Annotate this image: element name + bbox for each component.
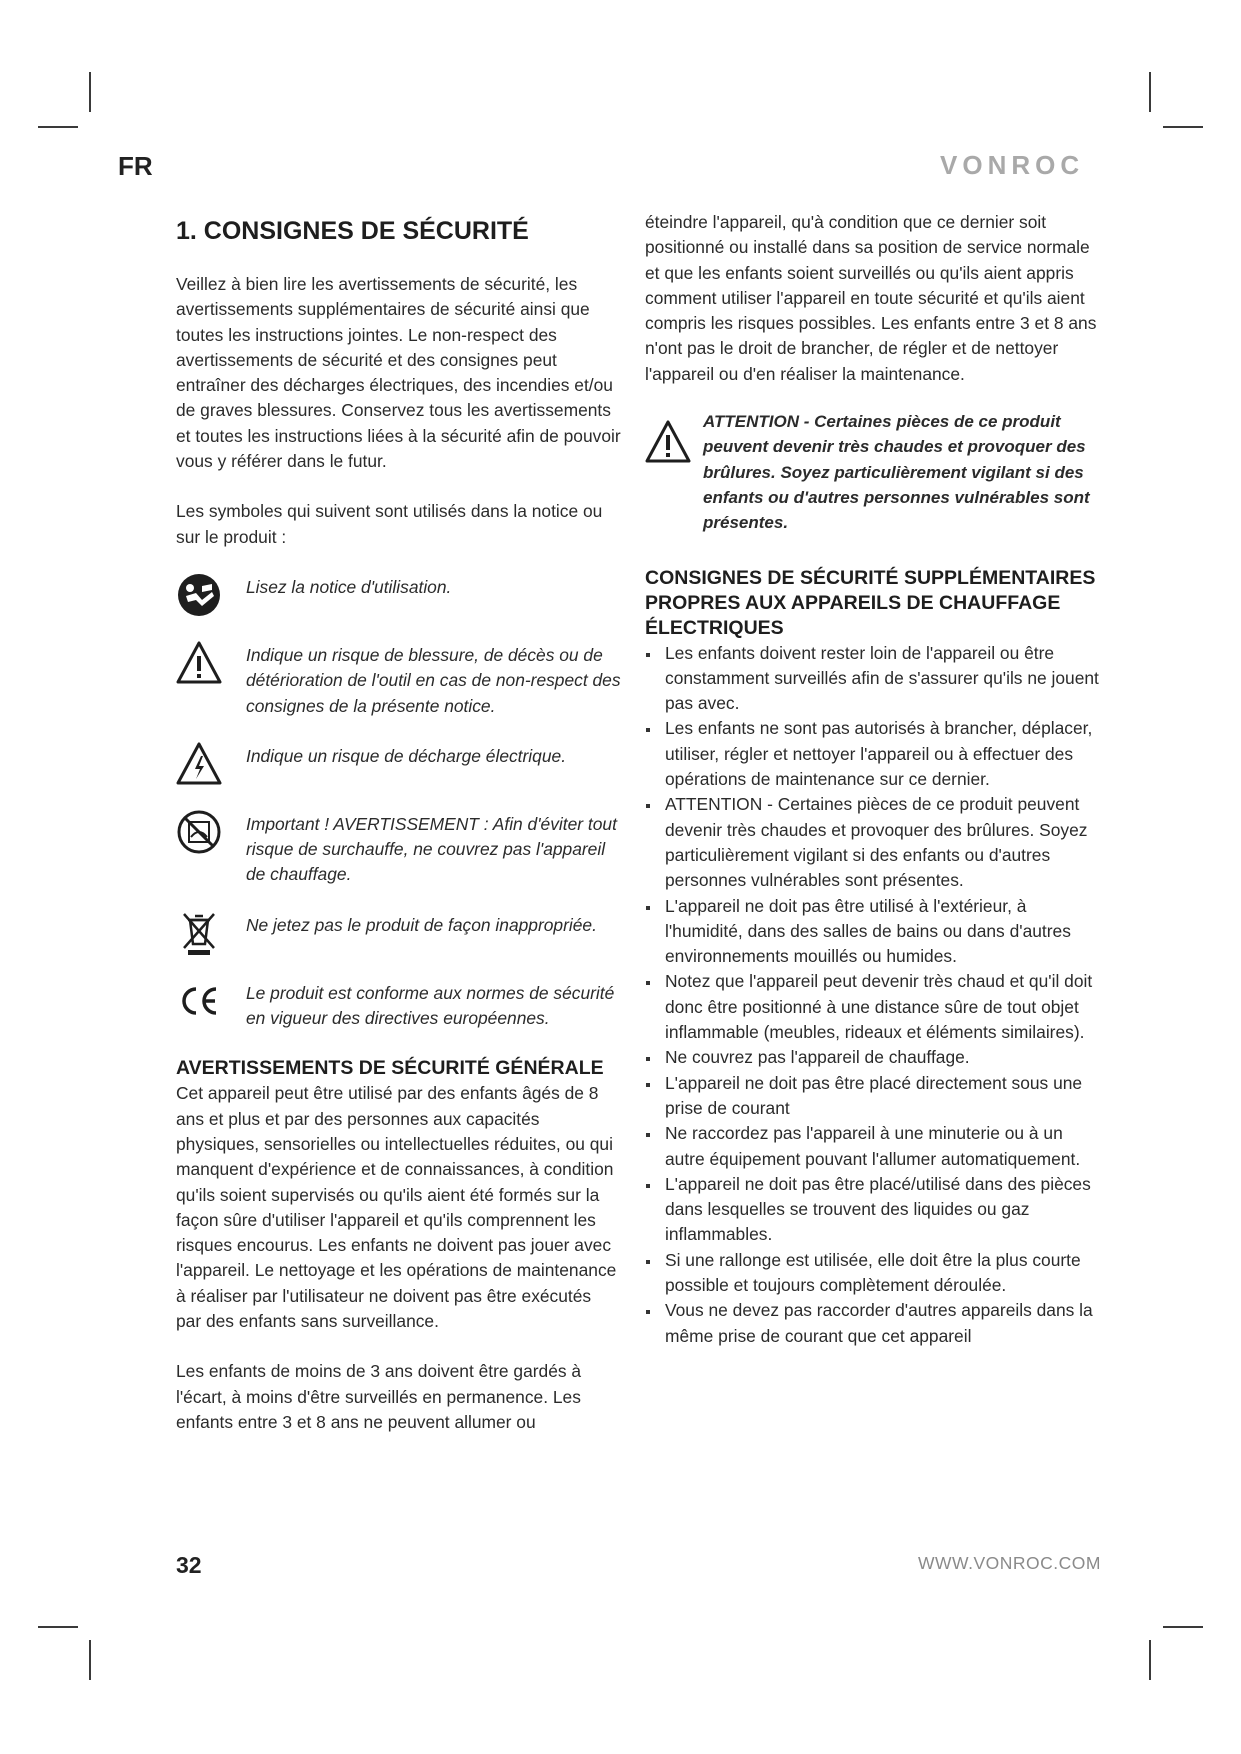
- left-column: [176, 210, 621, 1435]
- list-item: L'appareil ne doit pas être placé/utilisé dans des pièces dans lesquelles se trouvent des liquides ou gaz inflammables.: [645, 1172, 1100, 1248]
- language-code: FR: [118, 151, 153, 181]
- symbol-text: Lisez la notice d'utilisation.: [246, 576, 452, 597]
- crop-mark: [89, 1640, 91, 1680]
- symbol-text: Important ! AVERTISSEMENT : Afin d'éviter tout risque de surchauffe, ne couvrez pas l'appareil de chauffage.: [246, 813, 617, 885]
- page-title: 1. CONSIGNES DE SÉCURITÉ: [176, 217, 529, 245]
- crossed-bin-icon: [176, 910, 222, 956]
- safety-bullet-list: [645, 641, 1100, 1349]
- intro-paragraph: Veillez à bien lire les avertissements de sécurité, les avertissements supplémentaires de sécurité ainsi que toutes les instructions jointes. Le non-respect des avertissements de sécurité et des consignes peut entraîner des décharges électriques, des incendies et/ou de graves blessures. Conservez tous les avertissements et toutes les instructions liées à la sécurité afin de pouvoir vous y référer dans le futur.: [176, 274, 621, 472]
- crop-mark: [1149, 1640, 1151, 1680]
- electric-shock-icon: [176, 741, 222, 787]
- extra-safety-heading: CONSIGNES DE SÉCURITÉ SUPPLÉMENTAIRES PROPRES AUX APPAREILS DE CHAUFFAGE ÉLECTRIQUES: [645, 566, 1096, 639]
- symbols-intro: Les symboles qui suivent sont utilisés dans la notice ou sur le produit :: [176, 501, 603, 547]
- symbol-text: Indique un risque de blessure, de décès ou de détérioration de l'outil en cas de non-respect des consignes de la présente notice.: [246, 644, 621, 716]
- list-item: Si une rallonge est utilisée, elle doit être la plus courte possible et toujours complètement déroulée.: [645, 1248, 1100, 1299]
- symbol-read-manual: [176, 575, 621, 618]
- list-item: Ne raccordez pas l'appareil à une minuterie ou à un autre équipement pouvant l'allumer automatiquement.: [645, 1121, 1100, 1172]
- symbol-do-not-cover: [176, 812, 621, 888]
- symbol-text: Ne jetez pas le produit de façon inappropriée.: [246, 914, 597, 935]
- crop-mark: [38, 1626, 78, 1628]
- crop-mark: [38, 126, 78, 128]
- symbol-weee: [176, 913, 621, 956]
- continued-paragraph: éteindre l'appareil, qu'à condition que ce dernier soit positionné ou installé dans sa position de service normale et que les enfants soient surveillés ou qu'ils aient appris comment utiliser l'appareil en toute sécurité et qu'ils aient compris les risques possibles. Les enfants entre 3 et 8 ans n'ont pas le droit de brancher, de régler et de nettoyer l'appareil ou d'en réaliser la maintenance.: [645, 212, 1097, 384]
- ce-mark-icon: [176, 978, 222, 1024]
- attention-box: [645, 409, 1100, 535]
- crop-mark: [89, 72, 91, 112]
- list-item: L'appareil ne doit pas être placé directement sous une prise de courant: [645, 1071, 1100, 1122]
- warning-triangle-icon: [645, 419, 691, 465]
- list-item: Notez que l'appareil peut devenir très chaud et qu'il doit donc être positionné à une distance sûre de tout objet inflammable (meubles, rideaux et éléments similaires).: [645, 969, 1100, 1045]
- list-item: Les enfants ne sont pas autorisés à brancher, déplacer, utiliser, régler et nettoyer l'appareil ou à effectuer des opérations de maintenance sur ce dernier.: [645, 716, 1100, 792]
- general-warnings-heading: AVERTISSEMENTS DE SÉCURITÉ GÉNÉRALE: [176, 1057, 604, 1080]
- symbol-ce: [176, 981, 621, 1032]
- symbol-electric: [176, 744, 621, 787]
- list-item: Les enfants doivent rester loin de l'appareil ou être constamment surveillés afin de s'assurer qu'ils ne jouent pas avec.: [645, 641, 1100, 717]
- crop-mark: [1149, 72, 1151, 112]
- right-column: [645, 210, 1100, 1349]
- general-paragraph: Les enfants de moins de 3 ans doivent être gardés à l'écart, à moins d'être surveillés en permanence. Les enfants entre 3 et 8 ans ne peuvent allumer ou: [176, 1361, 582, 1432]
- list-item: L'appareil ne doit pas être utilisé à l'extérieur, à l'humidité, dans des salles de bains ou dans d'autres environnements mouillés ou humides.: [645, 894, 1100, 970]
- general-paragraph: Cet appareil peut être utilisé par des enfants âgés de 8 ans et plus et par des personnes aux capacités physiques, sensorielles ou intellectuelles réduites, ou qui manquent d'expérience et de connaissances, à condition qu'ils soient supervisés ou qu'ils aient été formés sur la façon sûre d'utiliser l'appareil et qu'ils comprennent les risques encourus. Les enfants ne doivent pas jouer avec l'appareil. Le nettoyage et les opérations de maintenance à réaliser par l'utilisateur ne doivent pas être exécutés par des enfants sans surveillance.: [176, 1083, 617, 1332]
- crop-mark: [1163, 1626, 1203, 1628]
- read-manual-icon: [176, 572, 222, 618]
- attention-text: ATTENTION - Certaines pièces de ce produit peuvent devenir très chaudes et provoquer des brûlures. Soyez particulièrement vigilant si des enfants ou d'autres personnes vulnérables sont présentes.: [703, 412, 1090, 533]
- symbol-text: Le produit est conforme aux normes de sécurité en vigueur des directives européennes.: [246, 982, 615, 1029]
- do-not-cover-icon: [176, 809, 222, 855]
- list-item: ATTENTION - Certaines pièces de ce produit peuvent devenir très chaudes et provoquer des brûlures. Soyez particulièrement vigilant si des enfants ou d'autres personnes vulnérables sont présentes.: [645, 792, 1100, 893]
- page-number: 32: [176, 1552, 202, 1578]
- warning-triangle-icon: [176, 640, 222, 686]
- list-item: Vous ne devez pas raccorder d'autres appareils dans la même prise de courant que cet appareil: [645, 1298, 1100, 1349]
- symbol-warning: [176, 643, 621, 719]
- brand-logo: VONROC: [940, 150, 1085, 180]
- website-url: WWW.VONROC.COM: [918, 1553, 1101, 1573]
- list-item: Ne couvrez pas l'appareil de chauffage.: [645, 1045, 1100, 1070]
- symbol-text: Indique un risque de décharge électrique.: [246, 745, 567, 766]
- crop-mark: [1163, 126, 1203, 128]
